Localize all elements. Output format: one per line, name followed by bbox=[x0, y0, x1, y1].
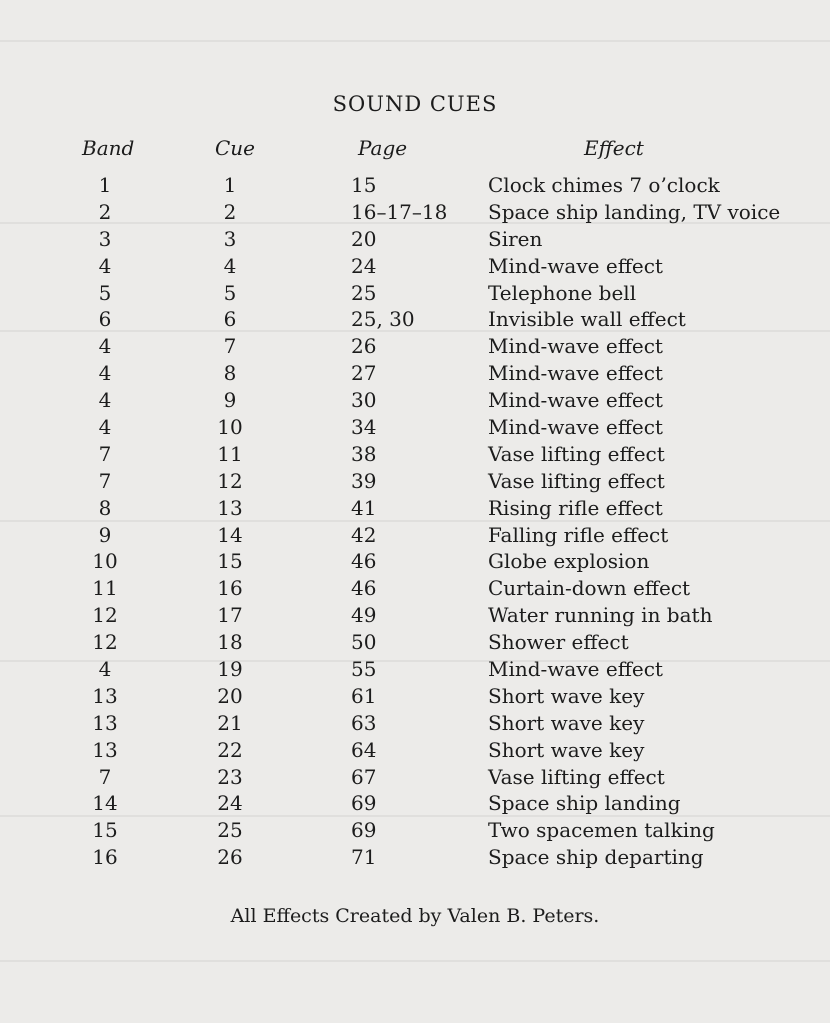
page-cell: 39 bbox=[351, 468, 377, 493]
table-row bbox=[0, 280, 830, 307]
effect-cell: Invisible wall effect bbox=[488, 307, 686, 332]
cue-cell: 20 bbox=[217, 683, 243, 708]
cue-cell: 24 bbox=[217, 791, 243, 816]
table-row bbox=[0, 253, 830, 280]
effect-cell: Space ship landing bbox=[488, 791, 681, 816]
band-cell: 5 bbox=[98, 280, 112, 305]
table-row bbox=[0, 656, 830, 683]
cue-cell: 19 bbox=[217, 657, 243, 682]
band-cell: 6 bbox=[98, 307, 112, 332]
cue-cell: 12 bbox=[217, 468, 243, 493]
effect-cell: Mind-wave effect bbox=[488, 253, 663, 278]
band-cell: 4 bbox=[98, 334, 112, 359]
cue-cell: 3 bbox=[223, 226, 237, 251]
page-cell: 30 bbox=[351, 388, 377, 413]
effect-cell: Siren bbox=[488, 226, 543, 251]
table-row bbox=[0, 441, 830, 468]
page-cell: 67 bbox=[351, 764, 377, 789]
cue-cell: 21 bbox=[217, 710, 243, 735]
table-row bbox=[0, 306, 830, 333]
page-cell: 46 bbox=[351, 576, 377, 601]
cue-cell: 26 bbox=[217, 845, 243, 870]
table-row bbox=[0, 764, 830, 791]
effect-cell: Mind-wave effect bbox=[488, 361, 663, 386]
page-cell: 69 bbox=[351, 818, 377, 843]
page-cell: 26 bbox=[351, 334, 377, 359]
effect-cell: Mind-wave effect bbox=[488, 657, 663, 682]
band-cell: 15 bbox=[92, 818, 118, 843]
cue-cell: 15 bbox=[217, 549, 243, 574]
table-row bbox=[0, 414, 830, 441]
page-cell: 55 bbox=[351, 657, 377, 682]
band-cell: 4 bbox=[98, 657, 112, 682]
cue-cell: 7 bbox=[223, 334, 237, 359]
band-cell: 7 bbox=[98, 468, 112, 493]
effect-cell: Space ship landing, TV voice bbox=[488, 199, 781, 224]
cue-cell: 16 bbox=[217, 576, 243, 601]
page-cell: 50 bbox=[351, 630, 377, 655]
credits-footer: All Effects Created by Valen B. Peters. bbox=[230, 905, 600, 927]
cue-cell: 25 bbox=[217, 818, 243, 843]
band-cell: 12 bbox=[92, 630, 118, 655]
band-cell: 11 bbox=[92, 576, 118, 601]
band-cell: 9 bbox=[98, 522, 112, 547]
page-cell: 38 bbox=[351, 441, 377, 466]
band-cell: 13 bbox=[92, 737, 118, 762]
table-row bbox=[0, 710, 830, 737]
cue-cell: 1 bbox=[223, 173, 237, 197]
cue-cell: 18 bbox=[217, 630, 243, 655]
page-cell: 49 bbox=[351, 603, 377, 628]
header-page: Page bbox=[358, 136, 408, 160]
page-cell: 42 bbox=[351, 522, 377, 547]
table-row bbox=[0, 548, 830, 575]
band-cell: 13 bbox=[92, 710, 118, 735]
table-row bbox=[0, 522, 830, 549]
page-cell: 69 bbox=[351, 791, 377, 816]
header-band: Band bbox=[82, 136, 135, 160]
page-cell: 25, 30 bbox=[351, 307, 415, 332]
band-cell: 4 bbox=[98, 361, 112, 386]
band-cell: 8 bbox=[98, 495, 112, 520]
effect-cell: Telephone bell bbox=[488, 280, 637, 305]
effect-cell: Vase lifting effect bbox=[488, 468, 665, 493]
band-cell: 7 bbox=[98, 764, 112, 789]
effect-cell: Mind-wave effect bbox=[488, 388, 663, 413]
cue-cell: 4 bbox=[223, 253, 237, 278]
band-cell: 7 bbox=[98, 441, 112, 466]
band-cell: 14 bbox=[92, 791, 118, 816]
table-row bbox=[0, 737, 830, 764]
cue-cell: 11 bbox=[217, 441, 243, 466]
effect-cell: Water running in bath bbox=[488, 603, 713, 628]
effect-cell: Short wave key bbox=[488, 710, 645, 735]
cue-cell: 5 bbox=[223, 280, 237, 305]
cue-cell: 6 bbox=[223, 307, 237, 332]
cue-cell: 2 bbox=[223, 199, 237, 224]
table-row bbox=[0, 226, 830, 253]
table-row bbox=[0, 683, 830, 710]
page-cell: 27 bbox=[351, 361, 377, 386]
page-cell: 34 bbox=[351, 415, 377, 440]
effect-cell: Vase lifting effect bbox=[488, 764, 665, 789]
table-row bbox=[0, 602, 830, 629]
header-effect: Effect bbox=[584, 136, 644, 160]
table-row bbox=[0, 387, 830, 414]
cue-table bbox=[0, 172, 830, 871]
cue-cell: 8 bbox=[223, 361, 237, 386]
table-row bbox=[0, 495, 830, 522]
band-cell: 4 bbox=[98, 253, 112, 278]
table-row bbox=[0, 333, 830, 360]
effect-cell: Mind-wave effect bbox=[488, 334, 663, 359]
page-cell: 15 bbox=[351, 173, 377, 197]
page-cell: 71 bbox=[351, 845, 377, 870]
page-cell: 16–17–18 bbox=[351, 199, 448, 224]
bleed-through-line bbox=[0, 960, 830, 962]
band-cell: 2 bbox=[98, 199, 112, 224]
effect-cell: Two spacemen talking bbox=[488, 818, 715, 843]
effect-cell: Short wave key bbox=[488, 737, 645, 762]
page-cell: 41 bbox=[351, 495, 377, 520]
band-cell: 1 bbox=[98, 173, 112, 197]
bleed-through-line bbox=[0, 40, 830, 42]
header-cue: Cue bbox=[215, 136, 256, 160]
cue-cell: 23 bbox=[217, 764, 243, 789]
table-row bbox=[0, 629, 830, 656]
effect-cell: Globe explosion bbox=[488, 549, 650, 574]
effect-cell: Curtain-down effect bbox=[488, 576, 691, 601]
effect-cell: Vase lifting effect bbox=[488, 441, 665, 466]
band-cell: 4 bbox=[98, 415, 112, 440]
cue-cell: 22 bbox=[217, 737, 243, 762]
band-cell: 10 bbox=[92, 549, 118, 574]
effect-cell: Shower effect bbox=[488, 630, 629, 655]
page-cell: 63 bbox=[351, 710, 377, 735]
table-row bbox=[0, 172, 830, 199]
cue-cell: 17 bbox=[217, 603, 243, 628]
effect-cell: Rising rifle effect bbox=[488, 495, 663, 520]
table-row bbox=[0, 199, 830, 226]
effect-cell: Space ship departing bbox=[488, 845, 704, 870]
cue-cell: 13 bbox=[217, 495, 243, 520]
table-row bbox=[0, 844, 830, 871]
band-cell: 12 bbox=[92, 603, 118, 628]
cue-cell: 14 bbox=[217, 522, 243, 547]
effect-cell: Mind-wave effect bbox=[488, 415, 663, 440]
cue-cell: 10 bbox=[217, 415, 243, 440]
table-row bbox=[0, 360, 830, 387]
cue-cell: 9 bbox=[223, 388, 237, 413]
table-row bbox=[0, 790, 830, 817]
band-cell: 4 bbox=[98, 388, 112, 413]
page-title: SOUND CUES bbox=[332, 92, 498, 117]
table-row bbox=[0, 468, 830, 495]
table-row bbox=[0, 575, 830, 602]
page-cell: 61 bbox=[351, 683, 377, 708]
effect-cell: Short wave key bbox=[488, 683, 645, 708]
page-cell: 25 bbox=[351, 280, 377, 305]
page-cell: 20 bbox=[351, 226, 377, 251]
band-cell: 13 bbox=[92, 683, 118, 708]
effect-cell: Falling rifle effect bbox=[488, 522, 669, 547]
band-cell: 16 bbox=[92, 845, 118, 870]
page-cell: 64 bbox=[351, 737, 377, 762]
table-row bbox=[0, 817, 830, 844]
effect-cell: Clock chimes 7 o’clock bbox=[488, 173, 720, 197]
page-cell: 24 bbox=[351, 253, 377, 278]
band-cell: 3 bbox=[98, 226, 112, 251]
page-cell: 46 bbox=[351, 549, 377, 574]
